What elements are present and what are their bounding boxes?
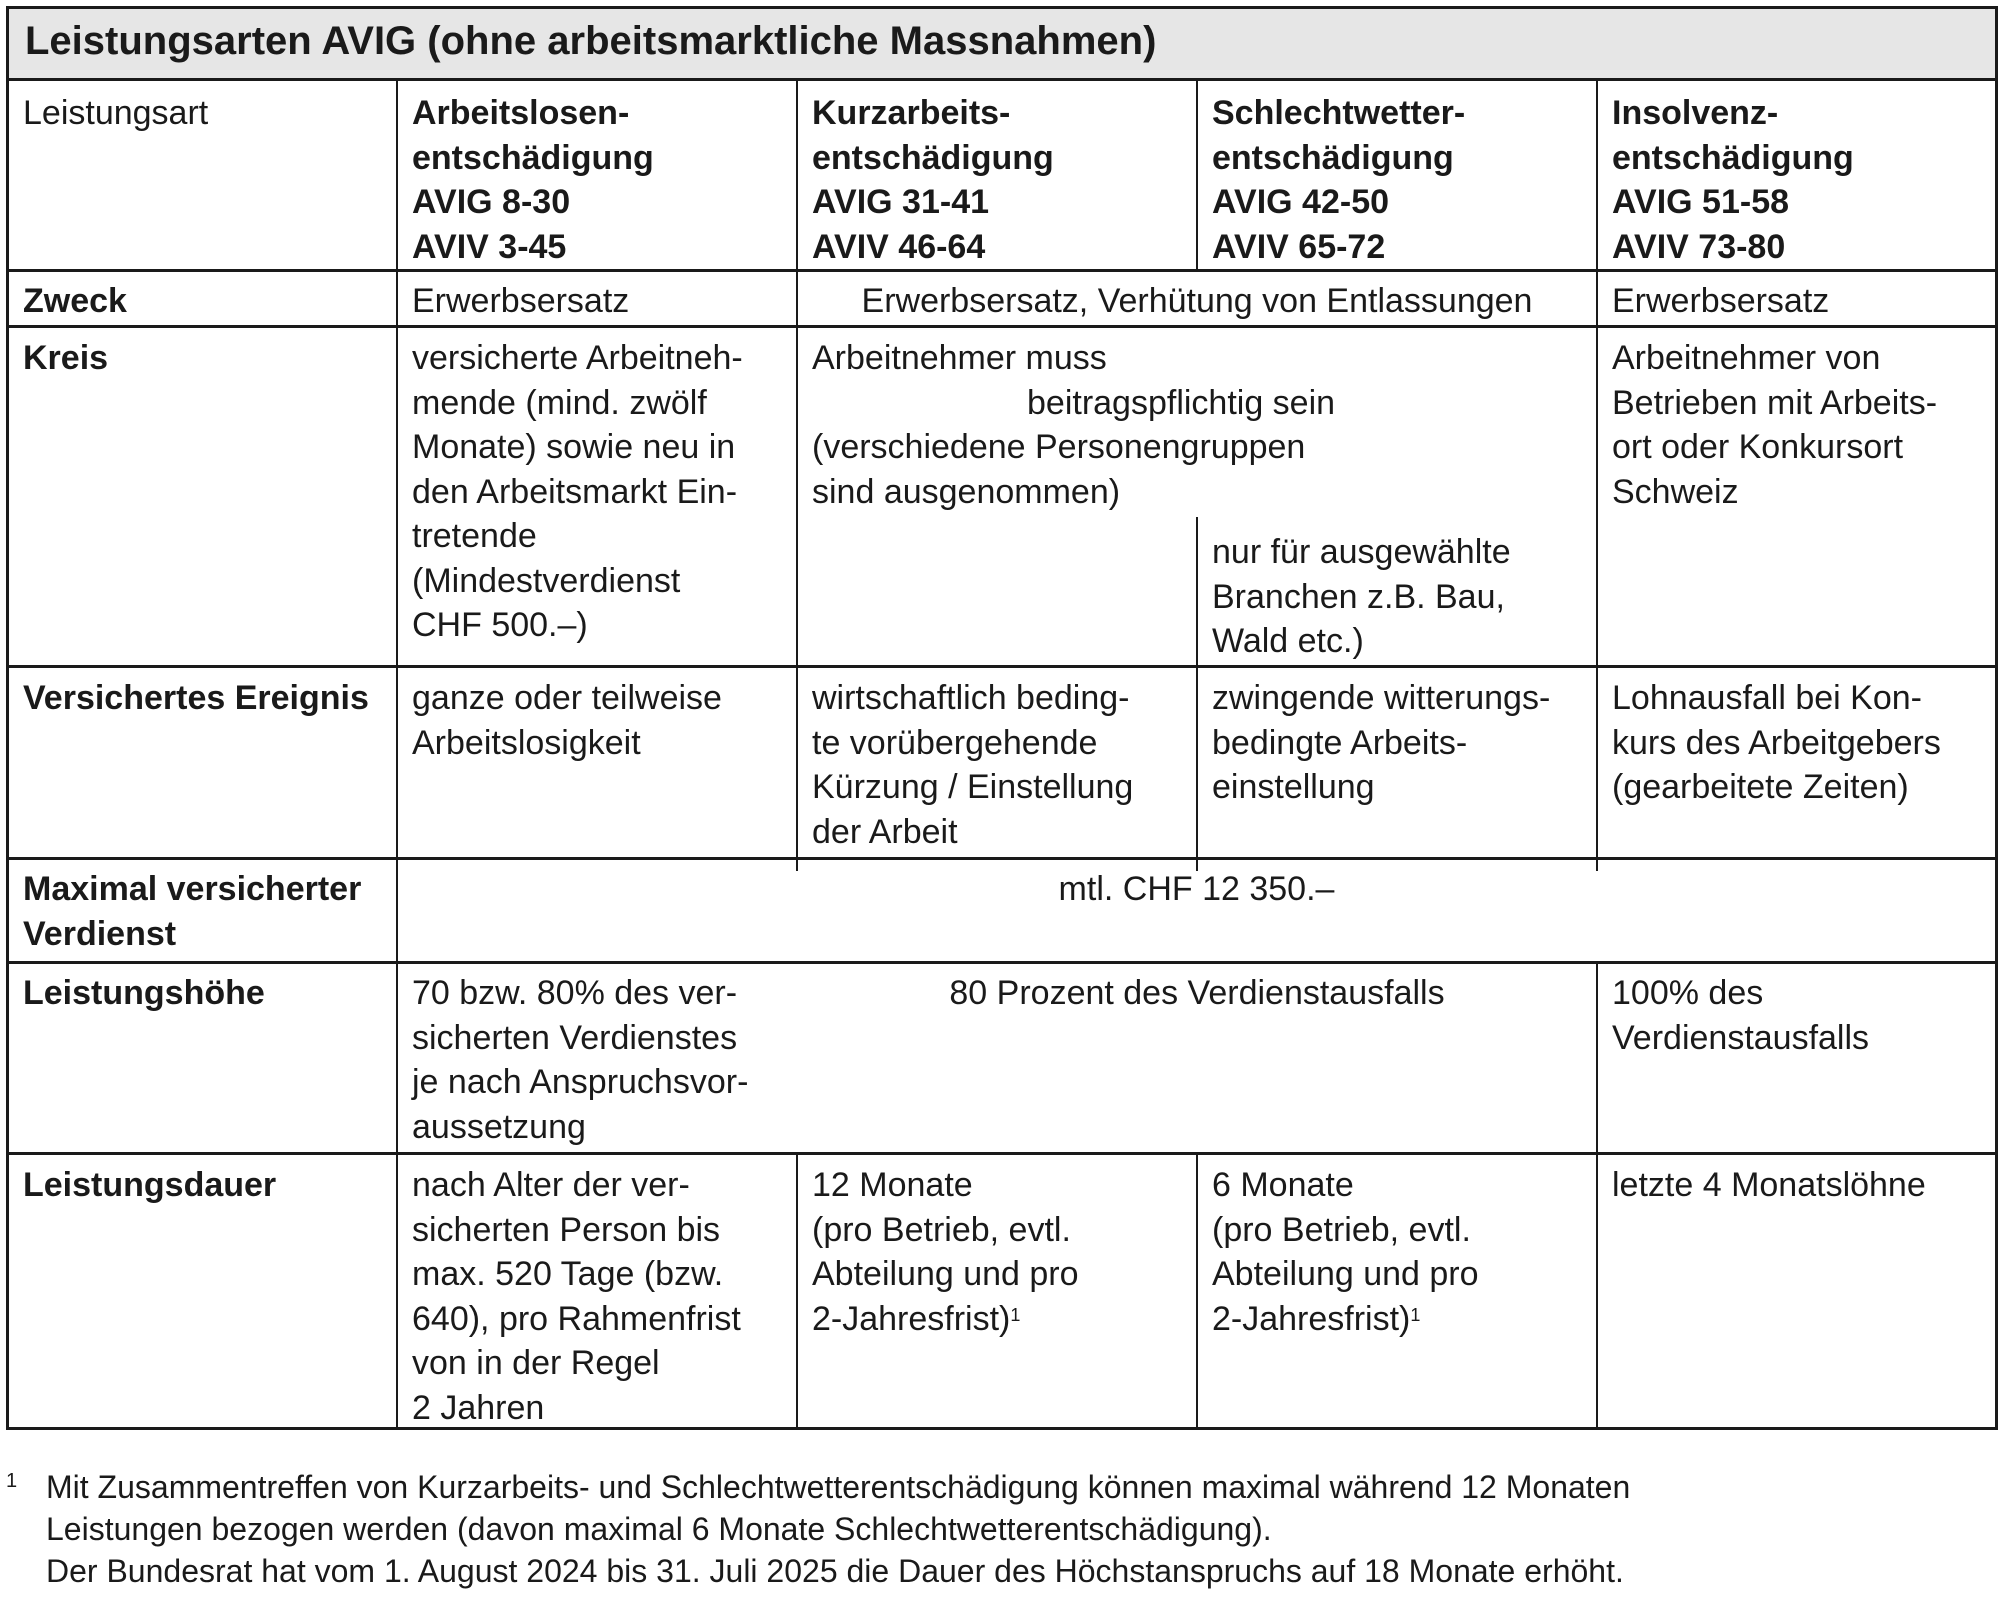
row-label-dauer: Leistungsdauer [23, 1166, 277, 1204]
max-verdienst-value: mtl. CHF 12 350.– [1058, 870, 1335, 908]
column-divider [796, 1154, 798, 1427]
header-insolvenz: Insolvenz- entschädigung AVIG 51-58 AVIV 73-80 [1612, 94, 1854, 266]
dauer-kurzarbeit: 12 Monate (pro Betrieb, evtl. Abteilung und pro 2-Jahresfrist)$^1$ [812, 1166, 1079, 1338]
table-title-bar [9, 9, 1995, 81]
row-divider [9, 961, 1995, 964]
hoehe-kurz-schlecht: 80 Prozent des Verdienstausfalls [949, 974, 1445, 1012]
footnote-ref: 1 [1010, 1304, 1021, 1325]
row-label-hoehe: Leistungshöhe [23, 974, 265, 1012]
dauer-alv: nach Alter der ver- sicherten Person bis max. 520 Tage (bzw. 640), pro Rahmenfrist von in der Regel 2 Jahren [412, 1166, 741, 1427]
row-label-max-verdienst: Maximal versicherter Verdienst [23, 870, 362, 953]
kreis-alv: versicherte Arbeitneh- mende (mind. zwölf Monate) sowie neu in den Arbeitsmarkt Ein- tretende (Mindestverdienst CHF 500.–) [412, 339, 743, 644]
benefits-table [6, 6, 1998, 1430]
row-label-ereignis: Versichertes Ereignis [23, 679, 369, 717]
row-divider [9, 1152, 1995, 1155]
row-divider [9, 665, 1995, 668]
footnote-text: Mit Zusammentreffen von Kurzarbeits- und Schlechtwetterentschädigung können maximal während 12 Monaten Leistungen bezogen werden (davon maximal 6 Monate Schlechtwetterentschädigung). Der Bundesrat hat vom 1. August 2024 bis 31. Juli 2025 die Dauer des Höchstanspruchs auf 18 Monate erhöht. [46, 1469, 1631, 1589]
column-divider [1196, 81, 1198, 269]
row-label-zweck: Zweck [23, 282, 127, 320]
header-label: Leistungsart [23, 94, 209, 132]
ereignis-kurzarbeit: wirtschaftlich beding- te vorübergehende Kürzung / Einstellung der Arbeit [812, 679, 1134, 851]
kreis-kurz-schlecht: Arbeitnehmer muss beitragspflichtig sein (verschiedene Personengruppen sind ausgenommen) [812, 339, 1336, 511]
zweck-kurz-schlecht: Erwerbsersatz, Verhütung von Entlassungen [861, 282, 1533, 320]
column-divider [396, 81, 398, 1427]
ereignis-schlechtwetter: zwingende witterungs- bedingte Arbeits- einstellung [1212, 679, 1551, 806]
ereignis-alv: ganze oder teilweise Arbeitslosigkeit [412, 679, 722, 762]
column-divider [796, 81, 798, 871]
row-label-kreis: Kreis [23, 339, 109, 377]
table-title: Leistungsarten AVIG (ohne arbeitsmarktliche Massnahmen) [25, 19, 1157, 63]
zweck-insolvenz: Erwerbsersatz [1612, 282, 1830, 320]
column-divider [1596, 964, 1598, 1427]
ereignis-insolvenz: Lohnausfall bei Kon- kurs des Arbeitgebers (gearbeitete Zeiten) [1612, 679, 1941, 806]
column-divider [1196, 517, 1198, 871]
hoehe-alv: 70 bzw. 80% des ver- sicherten Verdienstes je nach Anspruchsvor- aussetzung [412, 974, 749, 1146]
row-divider [9, 269, 1995, 272]
hoehe-insolvenz: 100% des Verdienstausfalls [1612, 974, 1870, 1057]
column-divider [1596, 81, 1598, 871]
column-divider [1196, 1154, 1198, 1427]
header-kurzarbeit: Kurzarbeits- entschädigung AVIG 31-41 AVIV 46-64 [812, 94, 1054, 266]
dauer-schlechtwetter: 6 Monate (pro Betrieb, evtl. Abteilung und pro 2-Jahresfrist)$^1$ [1212, 1166, 1479, 1338]
row-divider [9, 325, 1995, 328]
dauer-insolvenz: letzte 4 Monatslöhne [1612, 1166, 1926, 1204]
kreis-schlechtwetter-extra: nur für ausgewählte Branchen z.B. Bau, Wald etc.) [1212, 533, 1511, 660]
footnote-mark: 1 [6, 1470, 18, 1492]
header-alv: Arbeitslosen- entschädigung AVIG 8-30 AVIV 3-45 [412, 94, 654, 266]
header-schlechtwetter: Schlechtwetter- entschädigung AVIG 42-50 AVIV 65-72 [1212, 94, 1466, 266]
footnote-ref: 1 [1410, 1304, 1421, 1325]
kreis-insolvenz: Arbeitnehmer von Betrieben mit Arbeits- ort oder Konkursort Schweiz [1612, 339, 1938, 511]
row-divider [9, 857, 1995, 860]
zweck-alv: Erwerbsersatz [412, 282, 630, 320]
